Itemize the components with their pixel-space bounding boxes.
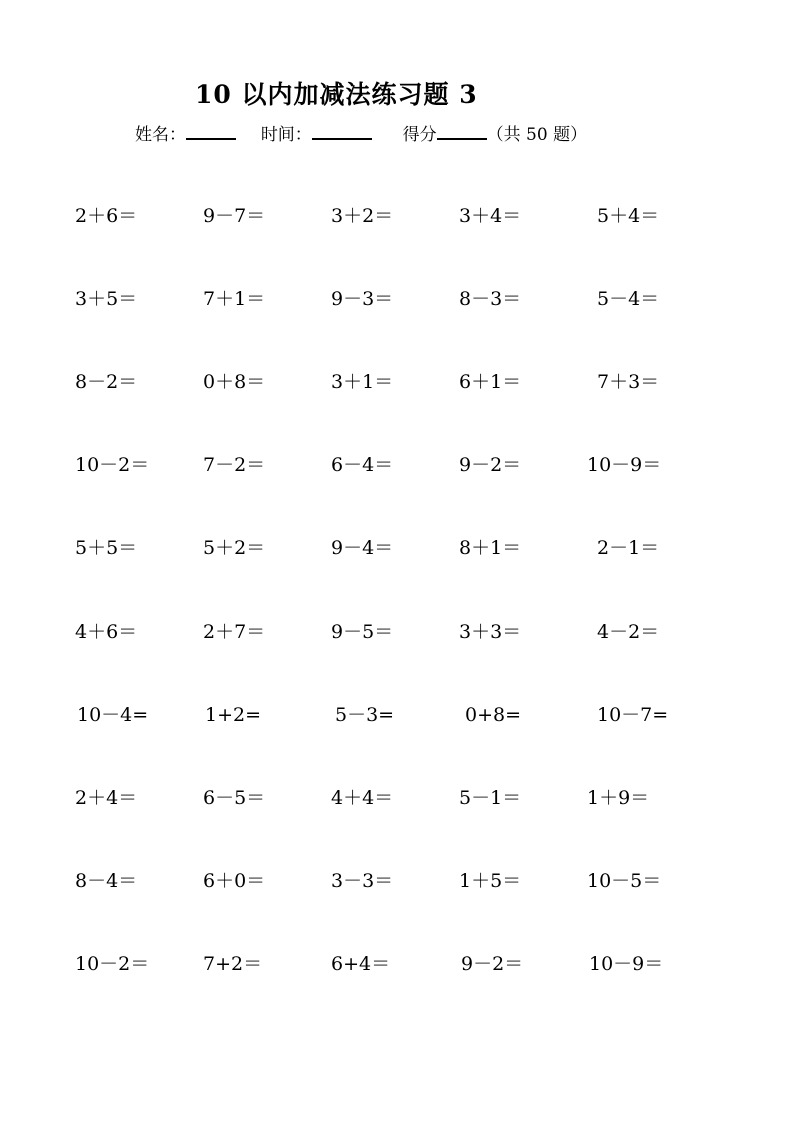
- score-blank: [437, 124, 487, 140]
- problem-item: 3＋1＝: [331, 371, 394, 393]
- problem-item: 9－3＝: [331, 288, 394, 310]
- problem-item: 7＋3＝: [597, 371, 660, 393]
- problem-item: 6+4＝: [331, 953, 391, 975]
- problem-item: 8－2＝: [75, 371, 138, 393]
- problem-item: 6＋1＝: [459, 371, 522, 393]
- problem-item: 5－3=: [335, 704, 395, 726]
- problem-item: 4＋4＝: [331, 787, 394, 809]
- page-title: 10 以内加减法练习题 3: [195, 80, 478, 109]
- problem-item: 2＋4＝: [75, 787, 138, 809]
- time-blank: [312, 124, 372, 140]
- problem-item: 5＋2＝: [203, 537, 266, 559]
- problem-item: 2＋7＝: [203, 621, 266, 643]
- problem-item: 9－2＝: [459, 454, 522, 476]
- score-label: 得分: [402, 125, 437, 145]
- problem-item: 7+2＝: [203, 953, 263, 975]
- problem-item: 1+2=: [205, 704, 262, 726]
- problem-item: 9－7＝: [203, 205, 266, 227]
- total-note: （共 50 题）: [486, 125, 588, 145]
- problem-item: 5－1＝: [459, 787, 522, 809]
- problem-item: 3－3＝: [331, 870, 394, 892]
- problem-item: 1＋9＝: [587, 787, 650, 809]
- problem-item: 8－4＝: [75, 870, 138, 892]
- problem-item: 5－4＝: [597, 288, 660, 310]
- problem-item: 6＋0＝: [203, 870, 266, 892]
- problem-item: 5＋4＝: [597, 205, 660, 227]
- problem-item: 7－2＝: [203, 454, 266, 476]
- problem-item: 6－4＝: [331, 454, 394, 476]
- problem-item: 7＋1＝: [203, 288, 266, 310]
- problem-item: 6－5＝: [203, 787, 266, 809]
- problem-item: 3＋3＝: [459, 621, 522, 643]
- problem-item: 10－7=: [597, 704, 669, 726]
- problem-item: 3＋4＝: [459, 205, 522, 227]
- problem-item: 8－3＝: [459, 288, 522, 310]
- problem-item: 10－4=: [77, 704, 149, 726]
- problem-item: 10－9＝: [587, 454, 662, 476]
- name-blank: [186, 124, 236, 140]
- problem-item: 3＋5＝: [75, 288, 138, 310]
- problem-item: 1＋5＝: [459, 870, 522, 892]
- problem-item: 5＋5＝: [75, 537, 138, 559]
- student-info-line: [135, 120, 587, 145]
- problem-item: 9－4＝: [331, 537, 394, 559]
- problem-item: 2＋6＝: [75, 205, 138, 227]
- problem-item: 10－2＝: [75, 454, 150, 476]
- problem-item: 2－1＝: [597, 537, 660, 559]
- problem-item: 10－2＝: [75, 953, 150, 975]
- problem-item: 3＋2＝: [331, 205, 394, 227]
- problem-item: 0＋8＝: [203, 371, 266, 393]
- problem-item: 8＋1＝: [459, 537, 522, 559]
- problem-item: 4－2＝: [597, 621, 660, 643]
- time-label: 时间：: [260, 125, 312, 145]
- problem-item: 9－2＝: [461, 953, 524, 975]
- name-label: 姓名：: [135, 125, 186, 145]
- problem-item: 10－5＝: [587, 870, 662, 892]
- problem-item: 4＋6＝: [75, 621, 138, 643]
- problem-item: 0+8=: [465, 704, 522, 726]
- problem-item: 9－5＝: [331, 621, 394, 643]
- problem-item: 10－9＝: [589, 953, 664, 975]
